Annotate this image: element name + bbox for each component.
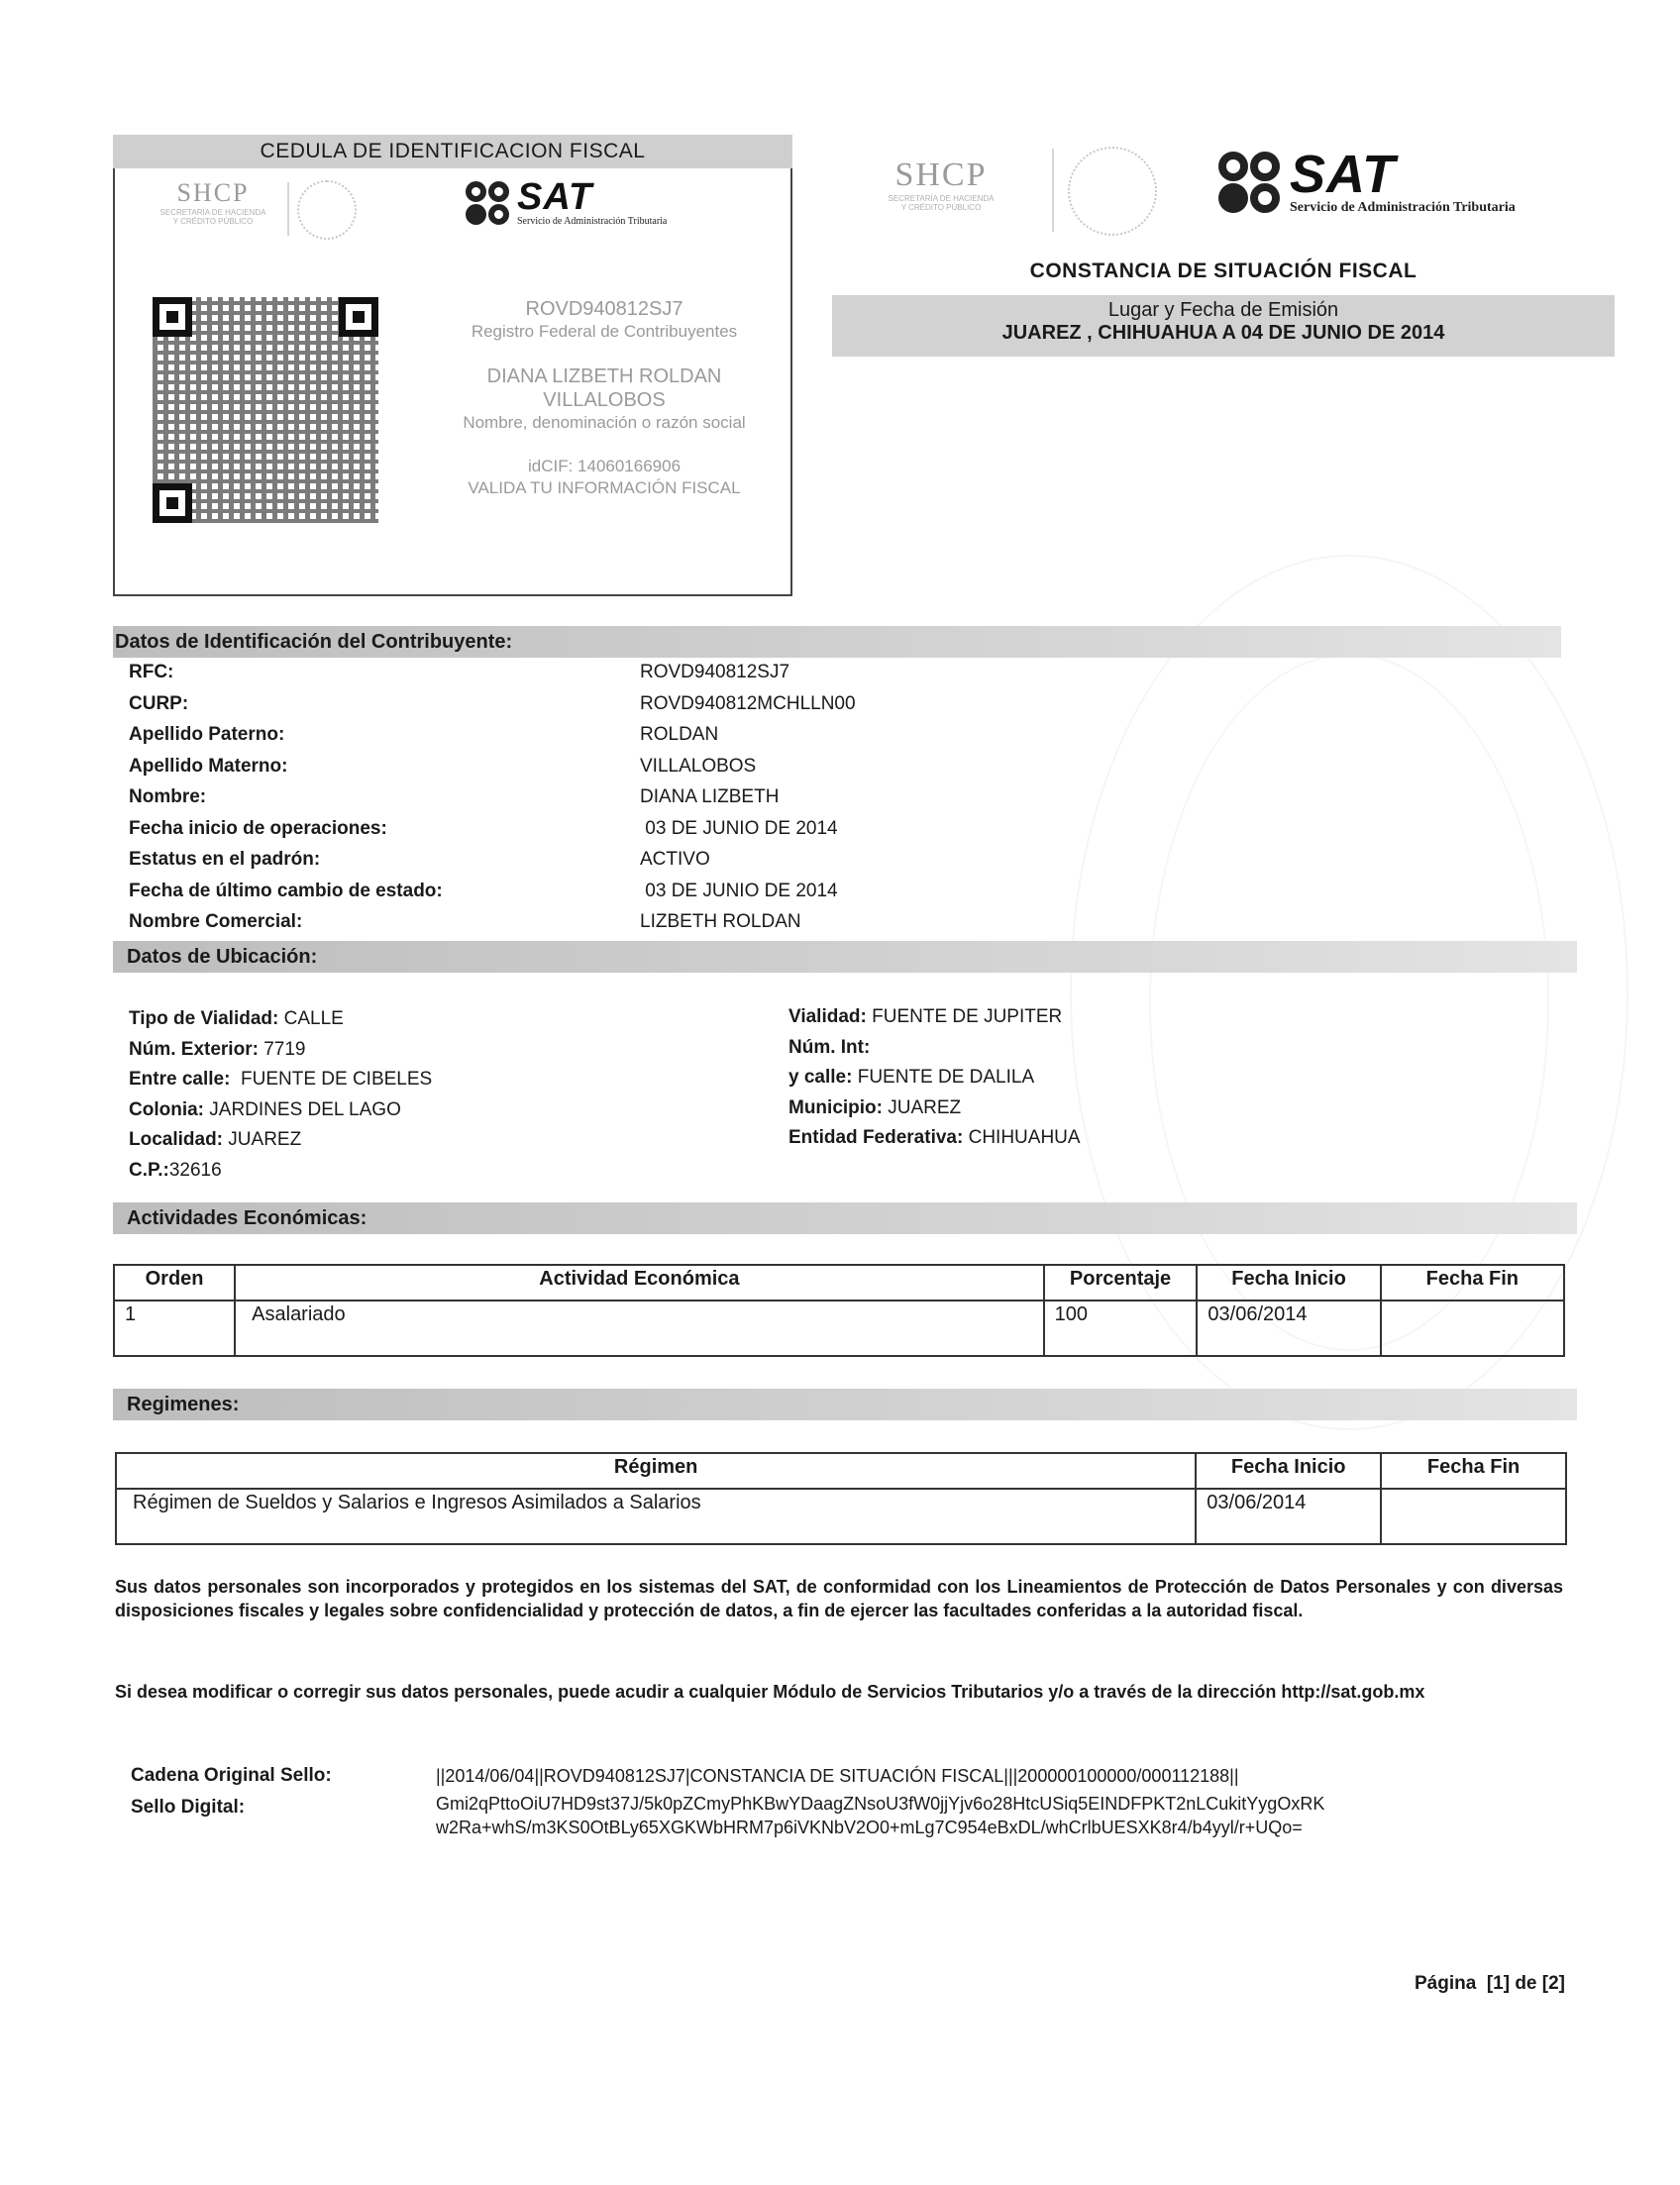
- ubicacion-field-value: FUENTE DE DALILA: [852, 1067, 1035, 1088]
- ubicacion-field-value: JARDINES DEL LAGO: [204, 1098, 401, 1120]
- col-reg-fecha-fin: Fecha Fin: [1381, 1453, 1566, 1489]
- ubicacion-field-value: JUAREZ: [223, 1129, 302, 1150]
- ubicacion-field: [788, 1127, 1081, 1149]
- ident-label: Estatus en el padrón:: [129, 849, 321, 870]
- ident-label: Fecha de último cambio de estado:: [129, 880, 443, 901]
- ubicacion-field-value: JUAREZ: [882, 1096, 962, 1118]
- ident-label: RFC:: [129, 662, 174, 682]
- cell-orden: 1: [114, 1301, 235, 1356]
- ident-value: 03 DE JUNIO DE 2014: [640, 880, 838, 901]
- cedula-sat-logo: [466, 178, 667, 227]
- ident-label: Nombre Comercial:: [129, 911, 303, 932]
- cedula-idcif: idCIF: 14060166906: [527, 457, 682, 475]
- regimenes-heading: Regimenes:: [127, 1394, 240, 1415]
- ubicacion-field-label: Localidad:: [129, 1129, 224, 1150]
- header-sat-dots-icon: [1218, 152, 1280, 213]
- modify-data-paragraph: Si desea modificar o corregir sus datos personales, puede acudir a cualquier Módulo de Servicios Tributarios y/o a través de la dirección http://sat.gob.mx: [115, 1682, 1425, 1702]
- header-sat-logo: [1218, 145, 1516, 216]
- ubicacion-field: [788, 1097, 961, 1119]
- ubicacion-field-label: Entre calle:: [129, 1069, 231, 1090]
- cadena-original-value: ||2014/06/04||ROVD940812SJ7|CONSTANCIA DE SITUACIÓN FISCAL|||200000100000/000112188||: [436, 1766, 1239, 1786]
- ident-value: ACTIVO: [640, 849, 710, 870]
- watermark-seal-inner: [1149, 654, 1549, 1351]
- ident-label: Nombre:: [129, 786, 207, 807]
- ubicacion-field-label: Entidad Federativa:: [788, 1127, 964, 1148]
- col-porcentaje: Porcentaje: [1044, 1265, 1198, 1301]
- cedula-title: CEDULA DE IDENTIFICACION FISCAL: [113, 135, 792, 168]
- cedula-name-line2: VILLALOBOS: [543, 389, 666, 411]
- cell-regimen: Régimen de Sueldos y Salarios e Ingresos Asimilados a Salarios: [116, 1489, 1196, 1544]
- cedula-rfc: ROVD940812SJ7: [525, 298, 683, 320]
- header-shcp-sub-1: SECRETARÍA DE HACIENDA: [888, 194, 995, 203]
- document-title: CONSTANCIA DE SITUACIÓN FISCAL: [1029, 260, 1418, 282]
- cedula-divider: [287, 182, 289, 236]
- ubicacion-field-label: Núm. Exterior:: [129, 1038, 259, 1060]
- col-fecha-inicio: Fecha Inicio: [1197, 1265, 1380, 1301]
- ident-value: VILLALOBOS: [640, 755, 757, 777]
- table-row: [116, 1489, 1566, 1544]
- col-actividad: Actividad Económica: [235, 1265, 1044, 1301]
- ubicacion-field-value: FUENTE DE JUPITER: [866, 1006, 1063, 1027]
- ubicacion-field-value: CALLE: [278, 1008, 344, 1029]
- ubicacion-field-label: y calle:: [788, 1067, 853, 1088]
- ident-label: Apellido Paterno:: [129, 724, 285, 745]
- ubicacion-field-value: CHIHUAHUA: [963, 1127, 1081, 1148]
- emission-value: JUAREZ , CHIHUAHUA A 04 DE JUNIO DE 2014: [1001, 322, 1445, 344]
- cell-fecha-inicio: 03/06/2014: [1197, 1301, 1380, 1356]
- sello-digital-label: Sello Digital:: [131, 1797, 246, 1818]
- ident-value: ROVD940812MCHLLN00: [640, 692, 856, 714]
- col-reg-fecha-inicio: Fecha Inicio: [1196, 1453, 1381, 1489]
- sello-digital-line2: w2Ra+whS/m3KS0OtBLy65XGKWbHRM7p6iVKNbV2O0+mLg7C954eBxDL/whCrlbUESXK8r4/b4yyl/r+UQo=: [436, 1818, 1303, 1837]
- regimenes-table: [115, 1452, 1567, 1545]
- page-number: Página [1] de [2]: [1414, 1973, 1565, 1994]
- ident-value: 03 DE JUNIO DE 2014: [640, 817, 838, 839]
- ident-value: ROLDAN: [640, 724, 719, 745]
- cell-reg-fecha-inicio: 03/06/2014: [1196, 1489, 1381, 1544]
- qr-finder-top-right: [339, 297, 378, 337]
- emission-label: Lugar y Fecha de Emisión: [1107, 299, 1339, 321]
- identificacion-bar: [113, 626, 1561, 658]
- ubicacion-field: [129, 1069, 432, 1091]
- sat-logo-subtitle: Servicio de Administración Tributaria: [517, 216, 668, 227]
- header-divider: [1052, 149, 1054, 232]
- ubicacion-field-label: C.P.:: [129, 1159, 169, 1181]
- ubicacion-field-value: FUENTE DE CIBELES: [230, 1069, 433, 1090]
- header-sat-word: SAT: [1290, 145, 1396, 204]
- cell-actividad: Asalariado: [235, 1301, 1044, 1356]
- cedula-shcp-logo: [149, 178, 277, 226]
- cedula-text-block: [436, 297, 773, 499]
- actividades-heading: Actividades Económicas:: [127, 1207, 368, 1229]
- cedula-validate[interactable]: VALIDA TU INFORMACIÓN FISCAL: [468, 478, 741, 497]
- qr-finder-top-left: [153, 297, 192, 337]
- shcp-sub-2: Y CRÉDITO PÚBLICO: [172, 217, 254, 226]
- ident-label: Apellido Materno:: [129, 755, 288, 777]
- ubicacion-field: [129, 1008, 344, 1030]
- header-shcp-text: SHCP: [894, 156, 988, 193]
- qr-finder-bottom-left: [153, 483, 192, 523]
- ident-value: DIANA LIZBETH: [640, 786, 780, 807]
- cell-porcentaje: 100: [1044, 1301, 1198, 1356]
- shcp-logo-text: SHCP: [176, 178, 250, 207]
- ident-label: CURP:: [129, 692, 189, 714]
- ubicacion-field: [129, 1099, 401, 1121]
- header-shcp-sub-2: Y CRÉDITO PÚBLICO: [900, 203, 982, 212]
- actividades-bar: [113, 1202, 1577, 1234]
- cell-fecha-fin: [1381, 1301, 1564, 1356]
- ident-label: Fecha inicio de operaciones:: [129, 817, 387, 839]
- ubicacion-field: [788, 1006, 1062, 1028]
- ubicacion-field-label: Colonia:: [129, 1098, 204, 1120]
- cedula-name-line1: DIANA LIZBETH ROLDAN: [486, 365, 722, 387]
- regimenes-bar: [113, 1389, 1577, 1420]
- ubicacion-field-label: Núm. Int:: [788, 1036, 871, 1058]
- sat-logo-word: SAT: [517, 176, 593, 218]
- cedula-name-caption: Nombre, denominación o razón social: [463, 413, 746, 432]
- cell-reg-fecha-fin: [1381, 1489, 1566, 1544]
- header-shcp-logo: [857, 156, 1025, 212]
- emission-banner: [832, 295, 1615, 357]
- ident-value: ROVD940812SJ7: [640, 662, 790, 682]
- eagle-emblem-icon: [297, 180, 357, 240]
- ubicacion-field-label: Tipo de Vialidad:: [129, 1008, 279, 1029]
- actividades-table: [113, 1264, 1565, 1357]
- shcp-sub-1: SECRETARÍA DE HACIENDA: [159, 208, 266, 217]
- sello-digital-line1: Gmi2qPttoOiU7HD9st37J/5k0pZCmyPhKBwYDaagZNsoU3fW0jjYjv6o28HtcUSiq5EINDFPKT2nLCukitYygOxRK: [436, 1794, 1325, 1814]
- ubicacion-field-value: 7719: [258, 1038, 306, 1060]
- table-row: [114, 1301, 1564, 1356]
- cedula-rfc-caption: Registro Federal de Contribuyentes: [471, 322, 738, 341]
- identificacion-heading: Datos de Identificación del Contribuyente:: [115, 631, 513, 653]
- ubicacion-field-value: 32616: [168, 1159, 222, 1181]
- ubicacion-field: [129, 1039, 305, 1061]
- ubicacion-field: [129, 1160, 222, 1182]
- ubicacion-field: [788, 1067, 1034, 1089]
- privacy-paragraph: Sus datos personales son incorporados y protegidos en los sistemas del SAT, de conformidad con los Lineamientos de Protección de Datos Personales y con diversas disposiciones fiscales y legales sobre confidencialidad y protección de datos, a fin de ejercer las facultades conferidas a la autoridad fiscal.: [115, 1577, 1563, 1620]
- ident-value: LIZBETH ROLDAN: [640, 911, 801, 932]
- col-orden: Orden: [114, 1265, 235, 1301]
- header-sat-subtitle: Servicio de Administración Tributaria: [1290, 200, 1516, 215]
- ubicacion-field-label: Vialidad:: [788, 1006, 867, 1027]
- qr-code[interactable]: [153, 297, 378, 523]
- col-regimen: Régimen: [116, 1453, 1196, 1489]
- ubicacion-heading: Datos de Ubicación:: [127, 946, 318, 968]
- ubicacion-field-label: Municipio:: [788, 1096, 883, 1118]
- ubicacion-bar: [113, 941, 1577, 973]
- ubicacion-field: [129, 1129, 301, 1151]
- col-fecha-fin: Fecha Fin: [1381, 1265, 1564, 1301]
- ubicacion-field: [788, 1037, 870, 1059]
- cadena-original-label: Cadena Original Sello:: [131, 1765, 332, 1786]
- header-eagle-emblem-icon: [1068, 147, 1157, 236]
- sat-dots-icon: [466, 181, 509, 225]
